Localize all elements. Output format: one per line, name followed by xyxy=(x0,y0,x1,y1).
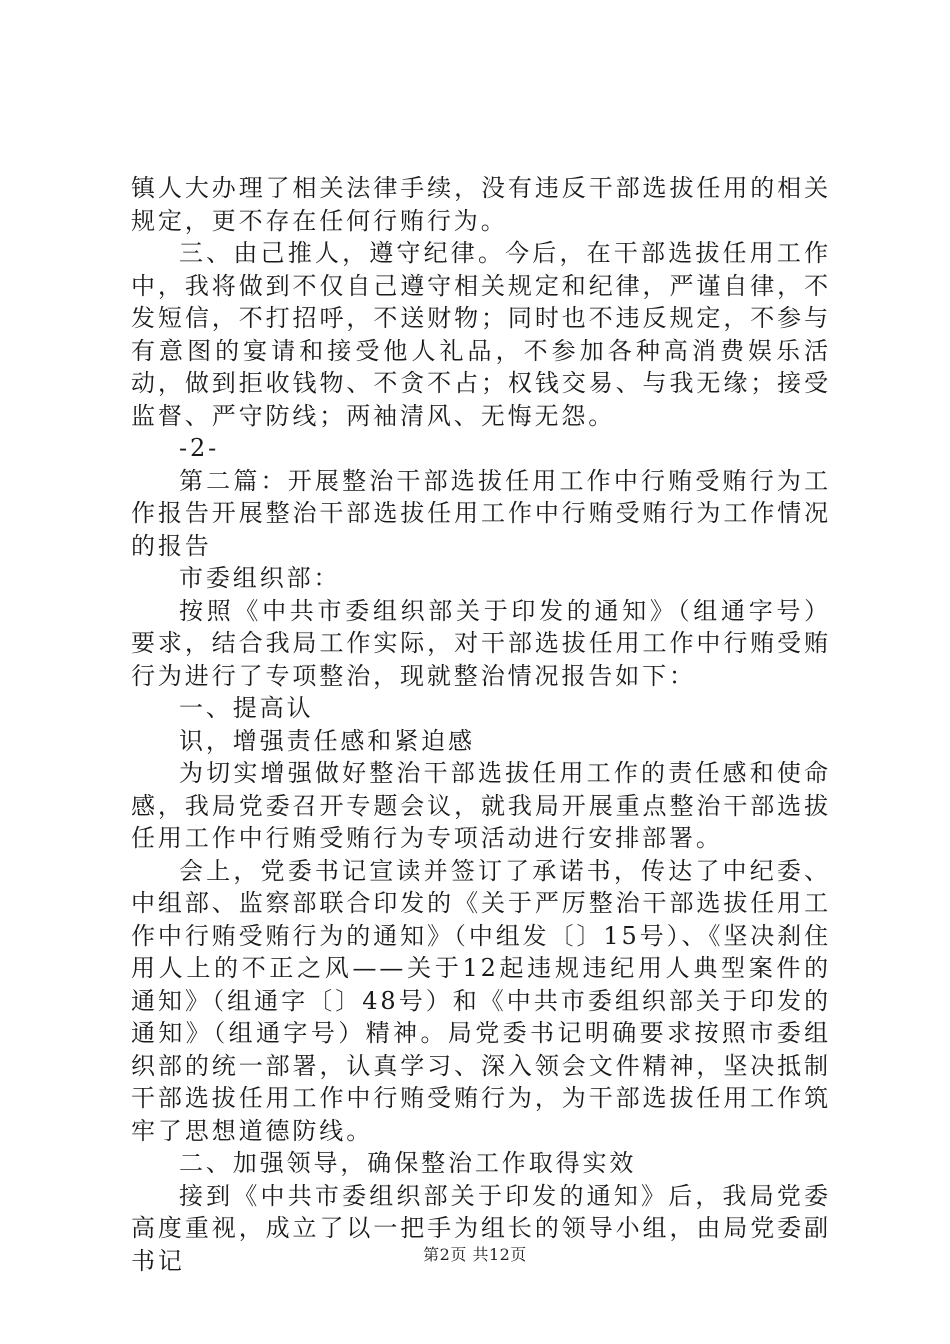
paragraph: 接到《中共市委组织部关于印发的通知》后，我局党委高度重视，成立了以一把手为组长的领导小组，由局党委副书记 xyxy=(131,1181,831,1275)
paragraph: 按照《中共市委组织部关于印发的通知》（组通字号）要求，结合我局工作实际，对干部选拔任用工作中行贿受贿行为进行了专项整治，现就整治情况报告如下： xyxy=(131,596,831,690)
paragraph: 会上，党委书记宣读并签订了承诺书，传达了中纪委、中组部、监察部联合印发的《关于严厉整治干部选拔任用工作中行贿受贿行为的通知》（中组发〔〕15号）、《坚决刹住用人上的不正之风——关于12起违规违纪用人典型案件的通知》（组通字〔〕48号）和《中共市委组织部关于印发的通知》（组通字号）精神。局党委书记明确要求按照市委组织部的统一部署，认真学习、深入领会文件精神，坚决抵制干部选拔任用工作中行贿受贿行为，为干部选拔任用工作筑牢了思想道德防线。 xyxy=(131,856,831,1145)
document-body xyxy=(131,172,831,1277)
page-marker: -2- xyxy=(179,434,220,462)
paragraph: 镇人大办理了相关法律手续，没有违反干部选拔任用的相关规定，更不存在任何行贿行为。 xyxy=(131,174,831,235)
section-heading: 第二篇：开展整治干部选拔任用工作中行贿受贿行为工作报告开展整治干部选拔任用工作中行贿受贿行为工作情况的报告 xyxy=(131,466,831,560)
paragraph: 三、由己推人，遵守纪律。今后，在干部选拔任用工作中，我将做到不仅自己遵守相关规定和纪律，严谨自律，不发短信，不打招呼，不送财物；同时也不违反规定，不参与有意图的宴请和接受他人礼品，不参加各种高消费娱乐活动，做到拒收钱物、不贪不占；权钱交易、与我无缘；接受监督、严守防线；两袖清风、无悔无怨。 xyxy=(131,239,831,430)
paragraph: 为切实增强做好整治干部选拔任用工作的责任感和使命感，我局党委召开专题会议，就我局开展重点整治干部选拔任用工作中行贿受贿行为专项活动进行安排部署。 xyxy=(131,759,831,852)
page-footer: 第2页 共12页 xyxy=(423,1245,527,1264)
subheading: 二、加强领导，确保整治工作取得实效 xyxy=(179,1149,637,1177)
subheading: 一、提高认 xyxy=(179,694,314,722)
subheading: 识，增强责任感和紧迫感 xyxy=(179,726,475,755)
salutation: 市委组织部： xyxy=(179,564,341,592)
